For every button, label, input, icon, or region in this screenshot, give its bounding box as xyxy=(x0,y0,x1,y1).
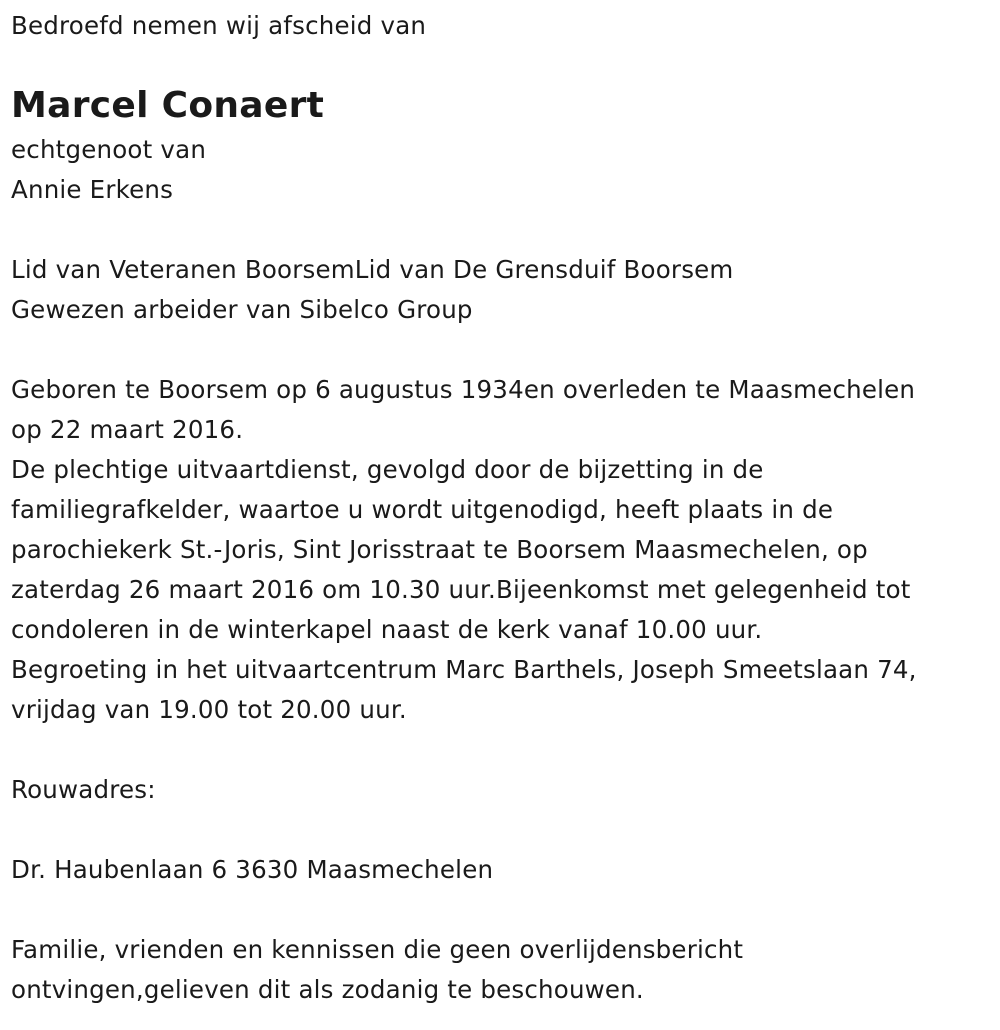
body-line: familiegrafkelder, waartoe u wordt uitgenodigd, heeft plaats in de xyxy=(11,495,834,524)
occupation-line: Gewezen arbeider van Sibelco Group xyxy=(11,295,473,324)
relation-label: echtgenoot van xyxy=(11,135,207,164)
closing-line: Familie, vrienden en kennissen die geen overlijdensbericht xyxy=(11,935,744,964)
intro-text: Bedroefd nemen wij afscheid van xyxy=(11,11,427,40)
body-line: vrijdag van 19.00 tot 20.00 uur. xyxy=(11,695,407,724)
body-line: De plechtige uitvaartdienst, gevolgd door de bijzetting in de xyxy=(11,455,764,484)
body-line: Begroeting in het uitvaartcentrum Marc Barthels, Joseph Smeetslaan 74, xyxy=(11,655,917,684)
address-label: Rouwadres: xyxy=(11,775,156,804)
body-line: op 22 maart 2016. xyxy=(11,415,244,444)
membership-line: Lid van Veteranen BoorsemLid van De Grensduif Boorsem xyxy=(11,255,734,284)
deceased-name: Marcel Conaert xyxy=(11,85,325,126)
spacer xyxy=(11,890,980,930)
body-line: zaterdag 26 maart 2016 om 10.30 uur.Bijeenkomst met gelegenheid tot xyxy=(11,575,911,604)
spacer xyxy=(11,210,980,250)
spacer xyxy=(11,730,980,770)
body-line: Geboren te Boorsem op 6 augustus 1934en overleden te Maasmechelen xyxy=(11,375,916,404)
spacer xyxy=(11,330,980,370)
address-text: Dr. Haubenlaan 6 3630 Maasmechelen xyxy=(11,855,494,884)
closing-line: ontvingen,gelieven dit als zodanig te beschouwen. xyxy=(11,975,644,1004)
spouse-name: Annie Erkens xyxy=(11,175,174,204)
body-line: condoleren in de winterkapel naast de kerk vanaf 10.00 uur. xyxy=(11,615,763,644)
spacer xyxy=(11,810,980,850)
body-line: parochiekerk St.-Joris, Sint Jorisstraat te Boorsem Maasmechelen, op xyxy=(11,535,868,564)
